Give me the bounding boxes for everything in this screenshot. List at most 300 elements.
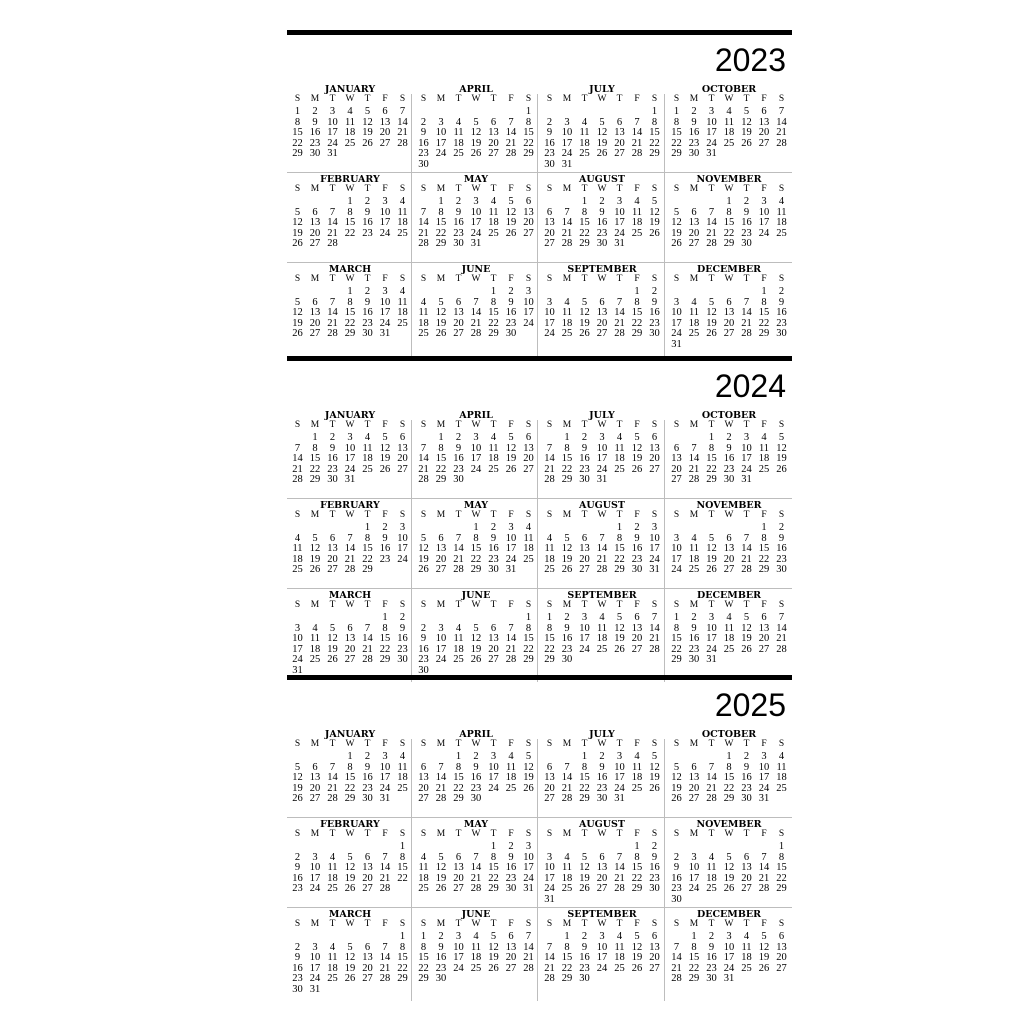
week-row [541,633,663,644]
weekday-label: M [689,600,699,610]
weekday-header [668,94,790,105]
weekday-label: T [329,510,336,520]
day-cell: 13 [649,941,660,953]
day-cell: 22 [523,643,534,655]
day-cell: 13 [723,307,735,318]
day-cell: 20 [309,317,321,329]
day-cell: 18 [688,553,700,565]
week-row [668,297,790,308]
day-cell: 25 [758,463,770,475]
weekday-label: T [455,420,462,430]
day-cell: 27 [327,564,338,575]
week-row [289,751,411,762]
day-cell: 10 [544,307,555,318]
week-row [541,127,663,138]
day-cell: 24 [671,564,682,575]
day-cell: 21 [362,643,373,655]
day-cell: 6 [546,761,553,773]
month-name: MAY [463,500,489,511]
week-row [289,307,411,318]
day-cell: 14 [544,952,555,963]
day-cell: 22 [523,137,534,149]
day-cell: 4 [546,532,553,544]
week-row [668,127,790,138]
week-row [415,952,537,963]
day-cell: 20 [688,782,700,794]
day-cell: 22 [631,317,643,329]
day-cell: 12 [671,217,682,228]
weekday-label: F [382,919,388,929]
weekday-label: S [525,420,532,430]
day-cell: 21 [418,463,429,475]
day-cell: 3 [525,841,532,852]
weekday-label: W [345,420,355,430]
day-cell: 7 [599,532,605,544]
day-cell: 29 [579,238,590,249]
week-row [289,127,411,138]
day-cell: 31 [523,883,534,894]
weekday-label: T [490,510,497,520]
week-row [668,873,790,884]
week-row [289,942,411,953]
day-cell: 8 [347,296,353,308]
week-row [668,772,790,783]
day-cell: 26 [292,793,303,804]
day-cell: 9 [778,532,785,544]
weekday-label: T [364,739,371,749]
day-cell: 1 [455,751,462,762]
day-cell: 25 [561,328,573,339]
day-cell: 29 [631,883,643,894]
week-row [289,862,411,873]
day-cell: 7 [420,206,427,218]
day-cell: 19 [505,217,517,228]
day-cell: 1 [634,286,640,297]
day-cell: 31 [758,793,770,804]
weekday-label: S [778,94,785,104]
day-cell: 5 [599,116,605,128]
day-cell: 29 [706,474,717,485]
week-row [541,762,663,773]
day-cell: 6 [726,532,732,544]
day-cell: 17 [758,217,770,228]
day-cell: 28 [706,238,717,249]
week-row [289,228,411,239]
day-cell: 19 [706,553,717,565]
weekday-label: T [708,919,715,929]
day-cell: 19 [649,217,660,228]
day-cell: 28 [470,883,482,894]
day-cell: 27 [596,328,608,339]
day-cell: 19 [292,227,303,239]
day-cell: 8 [581,761,588,773]
day-cell: 10 [723,941,735,953]
weekday-label: T [364,829,371,839]
day-cell: 13 [688,217,700,228]
day-cell: 10 [649,532,660,544]
day-cell: 12 [309,543,321,554]
day-cell: 15 [397,862,408,873]
day-cell: 30 [706,973,717,984]
day-cell: 10 [579,622,590,634]
day-cell: 24 [523,317,534,329]
day-cell: 24 [758,227,770,239]
day-cell: 10 [544,862,555,873]
week-row [668,533,790,544]
weekday-label: F [382,510,388,520]
weekday-label: W [597,510,607,520]
day-cell: 5 [634,931,640,942]
day-cell: 21 [649,633,660,644]
day-cell: 14 [470,862,482,873]
day-cell: 4 [634,751,640,762]
day-cell: 11 [397,206,408,218]
day-cell: 4 [347,106,353,117]
day-cell: 10 [453,941,464,953]
day-cell: 25 [344,137,356,149]
day-cell: 10 [344,442,356,454]
day-cell: 20 [453,317,464,329]
day-cell: 11 [397,761,408,773]
weekday-label: T [743,739,750,749]
day-cell: 12 [723,862,735,873]
month-name: JANUARY [324,410,376,421]
day-cell: 26 [561,564,573,575]
day-cell: 5 [508,196,514,207]
week-row [668,942,790,953]
day-cell: 7 [743,532,750,544]
day-cell: 6 [691,761,697,773]
weekday-label: F [508,510,514,520]
weekday-label: M [436,510,446,520]
day-cell: 2 [651,841,658,852]
day-cell: 9 [420,633,427,644]
day-cell: 1 [382,612,388,623]
weekday-label: S [294,94,301,104]
month-february [287,174,413,264]
day-cell: 11 [688,543,700,554]
day-cell: 5 [708,532,715,544]
day-cell: 31 [379,793,391,804]
day-cell: 14 [505,127,517,138]
day-cell: 16 [596,217,608,228]
day-cell: 16 [397,633,408,644]
day-cell: 7 [743,296,750,308]
day-cell: 22 [758,317,770,329]
day-cell: 18 [544,553,555,565]
day-cell: 20 [379,127,391,138]
day-cell: 1 [399,931,406,942]
day-cell: 21 [505,137,517,149]
day-cell: 19 [362,127,373,138]
day-cell: 3 [490,751,497,762]
day-cell: 21 [379,872,391,884]
weekday-label: S [546,274,553,284]
day-cell: 4 [312,622,318,634]
day-cell: 8 [399,941,406,953]
day-cell: 28 [327,238,338,249]
weekday-label: F [634,420,640,430]
weekday-label: T [743,94,750,104]
day-cell: 9 [691,116,697,128]
weekday-label: W [597,420,607,430]
week-row [289,297,411,308]
day-cell: 5 [508,432,514,443]
day-cell: 4 [691,296,697,308]
weekday-label: M [310,739,320,749]
day-cell: 17 [379,772,391,783]
day-cell: 3 [599,432,605,443]
day-cell: 3 [761,751,767,762]
day-cell: 20 [453,872,464,884]
weekday-label: W [471,420,481,430]
week-row [415,772,537,783]
day-cell: 30 [741,793,752,804]
day-cell: 5 [347,941,353,953]
day-cell: 18 [453,137,464,149]
day-cell: 2 [438,931,444,942]
weekday-label: F [382,94,388,104]
weekday-label: T [581,184,588,194]
day-cell: 28 [741,564,752,575]
day-cell: 10 [292,633,303,644]
day-cell: 23 [688,137,700,149]
month-may [413,174,539,264]
weekday-label: M [562,510,572,520]
day-cell: 2 [564,612,570,623]
day-cell: 2 [294,941,301,953]
week-row [289,328,411,339]
weekday-label: T [708,420,715,430]
day-cell: 3 [525,286,532,297]
day-cell: 5 [473,116,479,128]
day-cell: 4 [616,931,623,942]
week-row [415,117,537,128]
month-name: MARCH [328,590,372,601]
day-cell: 17 [688,872,700,884]
week-row [415,159,537,170]
week-row [541,286,663,297]
day-cell: 18 [418,317,429,329]
day-cell: 20 [671,463,682,475]
day-cell: 30 [579,973,590,984]
day-cell: 15 [292,127,303,138]
day-cell: 28 [544,973,555,984]
day-cell: 6 [525,196,532,207]
day-cell: 7 [778,106,785,117]
day-cell: 2 [508,841,514,852]
week-row [668,522,790,533]
day-cell: 15 [723,217,735,228]
weekday-header [541,739,663,750]
weekday-label: W [345,739,355,749]
week-row [541,793,663,804]
day-cell: 10 [435,127,447,138]
weekday-label: S [294,600,301,610]
week-row [289,793,411,804]
day-cell: 8 [364,532,371,544]
week-row [668,443,790,454]
day-cell: 10 [688,862,700,873]
week-row [541,522,663,533]
day-cell: 12 [706,543,717,554]
week-row [289,464,411,475]
day-cell: 25 [362,463,373,475]
day-cell: 18 [470,952,482,963]
day-cell: 21 [470,872,482,884]
day-cell: 9 [708,941,715,953]
day-cell: 24 [292,654,303,665]
week-row [668,328,790,339]
month-november [666,819,792,909]
day-cell: 31 [309,983,321,995]
day-cell: 25 [688,328,700,339]
month-name: NOVEMBER [696,500,762,511]
day-cell: 10 [671,307,682,318]
weekday-label: M [689,510,699,520]
day-cell: 5 [673,206,680,218]
day-cell: 9 [420,127,427,138]
weekday-label: M [310,600,320,610]
week-row [668,117,790,128]
weekday-header [289,420,411,431]
day-cell: 2 [508,286,514,297]
weekday-label: T [708,184,715,194]
day-cell: 28 [561,793,573,804]
day-cell: 30 [631,564,643,575]
month-february [287,500,413,590]
day-cell: 30 [418,664,429,676]
weekday-label: M [689,274,699,284]
day-cell: 27 [649,962,660,974]
week-row [415,762,537,773]
day-cell: 5 [347,851,353,863]
day-cell: 8 [651,116,658,128]
day-cell: 23 [649,872,660,884]
weekday-label: S [420,829,427,839]
day-cell: 28 [453,564,464,575]
day-cell: 14 [435,772,447,783]
day-cell: 15 [758,543,770,554]
weekday-label: W [597,274,607,284]
day-cell: 5 [364,106,371,117]
day-cell: 23 [579,962,590,974]
day-cell: 6 [546,206,553,218]
day-cell: 18 [397,772,408,783]
weekday-label: T [490,919,497,929]
week-row [668,453,790,464]
day-cell: 9 [294,862,301,873]
weekday-label: F [761,274,767,284]
day-cell: 31 [505,564,517,575]
week-row [415,612,537,623]
day-cell: 11 [706,862,717,873]
weekday-header [415,600,537,611]
day-cell: 25 [723,137,735,149]
weekday-label: S [420,600,427,610]
month-name: AUGUST [579,819,625,830]
day-cell: 7 [294,442,301,454]
day-cell: 8 [347,761,353,773]
month-name: NOVEMBER [696,174,762,185]
day-cell: 22 [723,782,735,794]
day-cell: 16 [309,127,321,138]
week-row [415,883,537,894]
weekday-label: F [382,739,388,749]
week-row [541,772,663,783]
week-row [541,973,663,984]
week-row [289,148,411,159]
day-cell: 12 [470,633,482,644]
day-cell: 31 [596,474,608,485]
weekday-label: S [778,600,785,610]
month-name: DECEMBER [697,909,761,920]
weekday-label: T [455,600,462,610]
weekday-label: S [420,739,427,749]
day-cell: 11 [561,307,573,318]
day-cell: 28 [649,643,660,655]
day-cell: 13 [596,307,608,318]
weekday-label: S [651,274,658,284]
day-cell: 9 [312,116,318,128]
day-cell: 23 [453,463,464,475]
day-cell: 10 [596,941,608,953]
day-cell: 14 [776,622,787,634]
weekday-label: T [743,600,750,610]
weekday-label: F [761,184,767,194]
day-cell: 16 [362,307,373,318]
week-row [668,148,790,159]
day-cell: 15 [631,307,643,318]
day-cell: 1 [438,196,444,207]
weekday-label: W [471,274,481,284]
day-cell: 12 [418,543,429,554]
weekday-label: S [399,600,406,610]
day-cell: 25 [453,654,464,665]
day-cell: 30 [362,328,373,339]
day-cell: 2 [691,612,697,623]
day-cell: 15 [379,633,391,644]
day-cell: 11 [488,206,499,218]
month-name: SEPTEMBER [567,909,637,920]
year-block-2024 [287,356,792,686]
day-cell: 24 [309,883,321,894]
weekday-label: W [345,94,355,104]
day-cell: 11 [776,206,787,218]
day-cell: 14 [362,633,373,644]
day-cell: 30 [579,474,590,485]
day-cell: 29 [453,793,464,804]
week-row [541,543,663,554]
day-cell: 10 [523,296,534,308]
day-cell: 8 [455,761,462,773]
year-label: 2023 [714,42,786,78]
day-cell: 20 [758,127,770,138]
day-cell: 27 [379,137,391,149]
weekday-label: M [689,829,699,839]
weekday-label: M [562,420,572,430]
day-cell: 25 [397,227,408,239]
day-cell: 3 [743,432,750,443]
day-cell: 17 [470,453,482,464]
weekday-label: T [490,94,497,104]
day-cell: 5 [743,106,750,117]
day-cell: 6 [364,941,371,953]
day-cell: 11 [327,862,338,873]
day-cell: 12 [776,442,787,454]
weekday-label: T [329,829,336,839]
day-cell: 15 [614,543,625,554]
